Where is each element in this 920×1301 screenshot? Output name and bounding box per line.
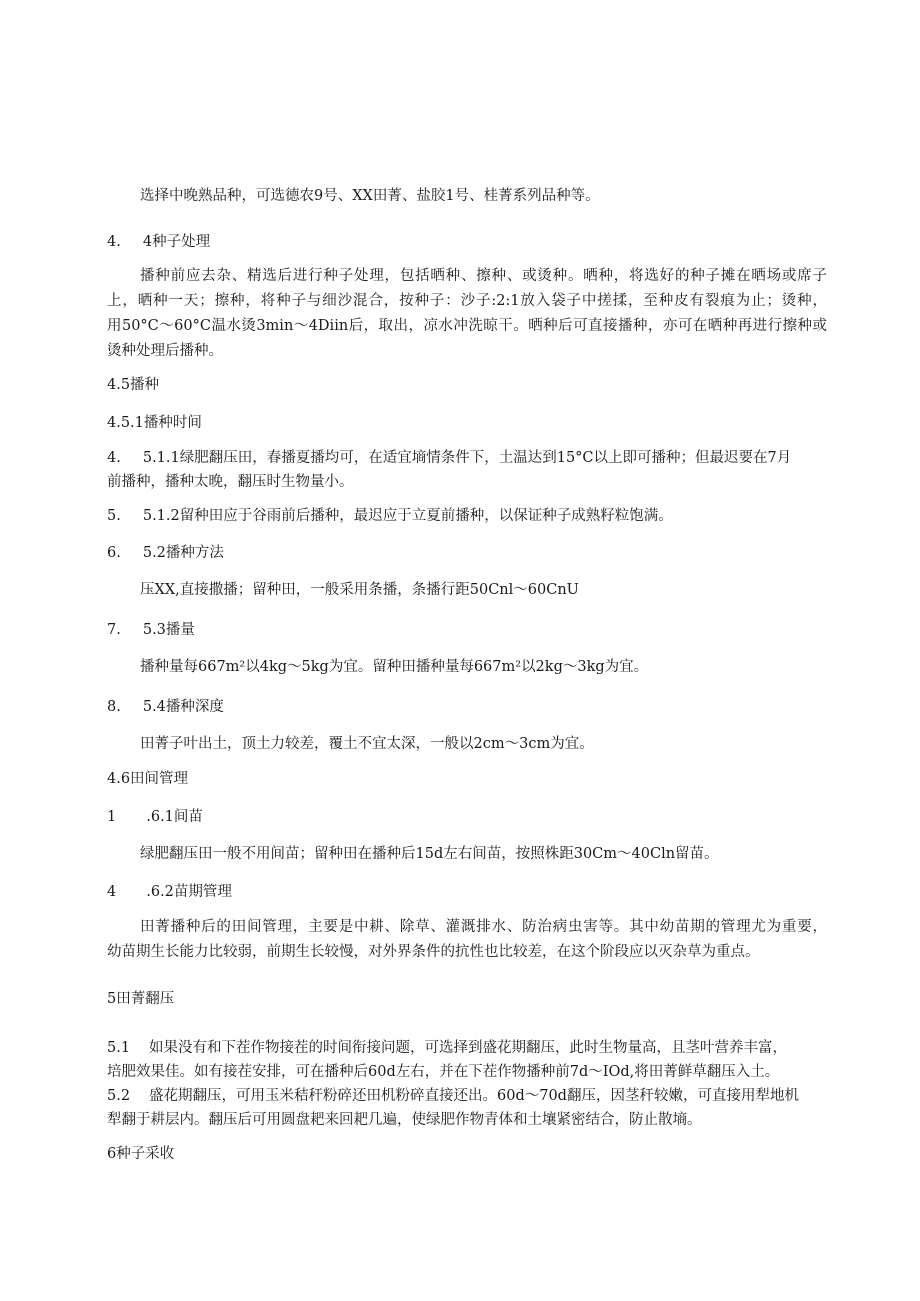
- heading-text: 5.4播种深度: [142, 699, 224, 715]
- paragraph-plowing-2-line-2: 犁翻于耕层内。翻压后可用圆盘耙来回耙几遍，使绿肥作物青体和土壤紧密结合，防止散墒。: [107, 1112, 702, 1128]
- heading-sowing-time: 4.5.1播种时间: [107, 415, 202, 431]
- heading-text: 5.3播量: [142, 622, 195, 638]
- paragraph-variety: 选择中晚熟品种，可选德农9号、XX田菁、盐胶1号、桂菁系列品种等。: [140, 188, 600, 204]
- heading-thinning: [107, 807, 203, 827]
- heading-text: 4种子处理: [142, 234, 211, 250]
- heading-seed-treatment: [107, 232, 210, 252]
- heading-seed-harvest: 6种子采收: [107, 1146, 175, 1162]
- heading-seedling-management: [107, 882, 232, 902]
- list-text: 如果没有和下茬作物接茬的时间衔接问题，可选择到盛花期翻压，此时生物量高，且茎叶营养丰富，: [149, 1040, 787, 1056]
- heading-sowing-amount: [107, 620, 195, 640]
- paragraph-sowing-time-1-line-1: [107, 448, 827, 468]
- heading-number: 6.: [107, 545, 121, 561]
- list-text: 5.1.2留种田应于谷雨前后播种，最迟应于立夏前播种，以保证种子成熟籽粒饱满。: [142, 508, 673, 524]
- paragraph-seed-treatment-line-3: 用50°C～60°C温水烫3min～4Diin后，取出，凉水冲洗晾干。晒种后可直接播种，亦可在晒种再进行擦种或: [107, 318, 827, 334]
- paragraph-plowing-1-line-2: 培肥效果佳。如有接茬安排，可在播种后60d左右，并在下茬作物播种前7d～IOd,将田菁鲜草翻压入土。: [107, 1064, 780, 1080]
- heading-number: 1: [107, 809, 117, 825]
- heading-field-management: 4.6田间管理: [107, 771, 189, 787]
- list-number: 5.2: [107, 1088, 131, 1104]
- heading-sowing: 4.5播种: [107, 377, 160, 393]
- list-text: 盛花期翻压，可用玉米秸秆粉碎还田机粉碎直接还出。60d～70d翻压，因茎秆较嫩，可直接用犁地机: [149, 1088, 799, 1104]
- heading-number: 8.: [107, 699, 121, 715]
- paragraph-sowing-time-1-line-2: 前播种，播种太晚，翻压时生物量小。: [107, 474, 354, 490]
- heading-sowing-depth: [107, 697, 224, 717]
- list-number: 5.: [107, 508, 121, 524]
- paragraph-seedling-line-1: 田菁播种后的田间管理，主要是中耕、除草、灌溉排水、防治病虫害等。其中幼苗期的管理尤为重要，: [140, 919, 827, 935]
- heading-number: 4.: [107, 234, 121, 250]
- list-number: 5.1: [107, 1040, 131, 1056]
- paragraph-thinning: 绿肥翻压田一般不用间苗；留种田在播种后15d左右间苗，按照株距30Cm～40Cln留苗。: [140, 846, 719, 862]
- paragraph-plowing-2-line-1: [107, 1086, 827, 1106]
- heading-sowing-method: [107, 543, 224, 563]
- heading-text: .6.2苗期管理: [146, 884, 232, 900]
- paragraph-seed-treatment-line-1: 播种前应去杂、精选后进行种子处理，包括晒种、擦种、或烫种。晒种，将选好的种子摊在晒场或席子: [140, 268, 827, 284]
- paragraph-seedling-line-2: 幼苗期生长能力比较弱，前期生长较慢，对外界条件的抗性也比较差，在这个阶段应以灭杂草为重点。: [107, 944, 760, 960]
- paragraph-sowing-time-2: [107, 506, 673, 526]
- heading-number: 4: [107, 884, 117, 900]
- paragraph-sowing-method: 压XX,直接撒播；留种田，一般采用条播，条播行距50Cnl～60CnU: [140, 582, 579, 598]
- heading-text: 5.2播种方法: [142, 545, 224, 561]
- heading-text: .6.1间苗: [146, 809, 203, 825]
- heading-plowing: 5田菁翻压: [107, 991, 175, 1007]
- list-text: 5.1.1绿肥翻压田，春播夏播均可，在适宜墒情条件下，土温达到15°C以上即可播种；但最迟要在7月: [142, 450, 792, 466]
- paragraph-sowing-depth: 田菁子叶出土，顶土力较差，覆土不宜太深，一般以2cm～3cm为宜。: [140, 736, 594, 752]
- paragraph-sowing-amount: 播种量每667m²以4kg～5kg为宜。留种田播种量每667m²以2kg～3kg为宜。: [140, 659, 649, 675]
- list-number: 4.: [107, 450, 121, 466]
- paragraph-plowing-1-line-1: [107, 1038, 827, 1058]
- paragraph-seed-treatment-line-2: 上，晒种一天；擦种，将种子与细沙混合，按种子：沙子:2:1放入袋子中搓揉，至种皮有裂痕为止；烫种，: [107, 293, 827, 309]
- heading-number: 7.: [107, 622, 121, 638]
- paragraph-seed-treatment-line-4: 烫种处理后播种。: [107, 343, 223, 359]
